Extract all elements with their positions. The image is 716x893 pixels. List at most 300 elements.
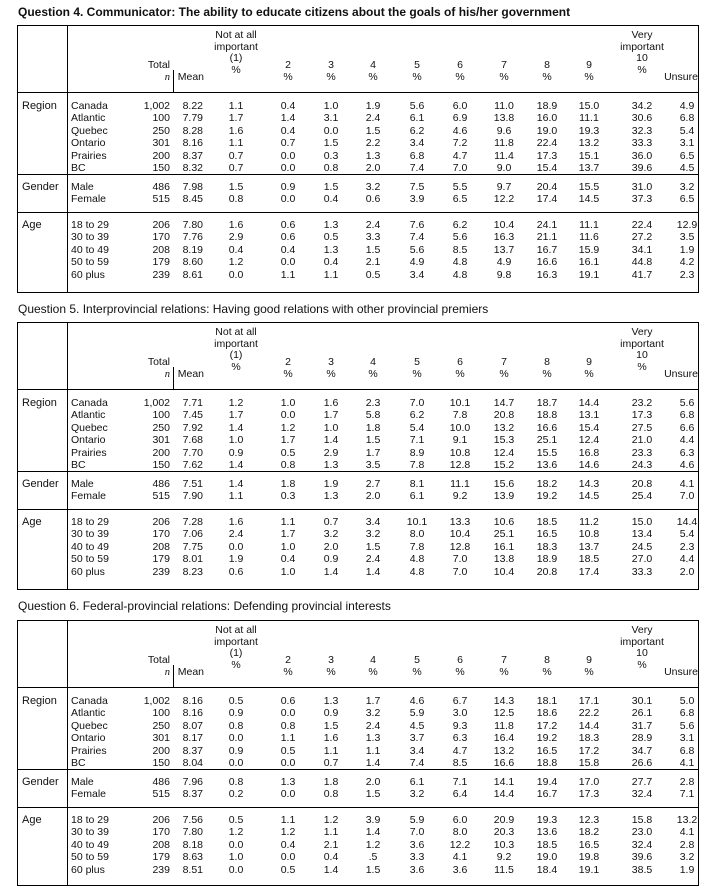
- percent-header: %: [542, 71, 552, 83]
- cell-percent: 18.9: [536, 100, 558, 112]
- cell-percent: 37.3: [631, 193, 653, 206]
- row-label: Atlantic: [71, 409, 106, 422]
- table-row: [18, 244, 698, 256]
- group-divider: [18, 509, 698, 510]
- cell-mean: 8.16: [182, 137, 203, 150]
- cell-percent: 1.3: [365, 149, 381, 162]
- cell-percent: 1.1: [323, 744, 339, 757]
- cell-total: 515: [152, 490, 170, 503]
- cell-percent: 11.5: [494, 863, 514, 876]
- cell-percent: 0.8: [228, 719, 244, 732]
- cell-percent: 1.2: [280, 826, 296, 839]
- cell-percent: 3.5: [679, 231, 695, 244]
- percent-header: %: [499, 666, 509, 678]
- cell-percent: 0.5: [323, 231, 339, 244]
- unsure-header: Unsure: [664, 666, 698, 678]
- cell-percent: 4.6: [679, 459, 695, 471]
- cell-percent: 1.1: [280, 814, 296, 826]
- cell-total: 301: [152, 137, 170, 150]
- cell-percent: 13.2: [676, 814, 698, 826]
- cell-percent: 0.9: [228, 446, 244, 459]
- cell-percent: 4.9: [679, 100, 695, 112]
- scale-high-header-line: 10: [636, 52, 648, 64]
- group-label: Gender: [22, 776, 59, 788]
- cell-percent: 12.8: [449, 540, 471, 553]
- cell-percent: 2.2: [365, 137, 381, 150]
- scale-low-header-line: important: [214, 635, 258, 648]
- cell-percent: 0.0: [228, 268, 244, 281]
- cell-total: 100: [152, 112, 170, 125]
- cell-total: 515: [152, 193, 170, 206]
- cell-percent: 10.1: [449, 397, 471, 409]
- row-label: 50 to 59: [71, 553, 109, 566]
- cell-percent: 20.3: [493, 826, 515, 839]
- question-5-table: [17, 322, 699, 590]
- cell-percent: 1.7: [323, 409, 339, 422]
- cell-percent: 16.7: [536, 788, 558, 801]
- cell-total: 179: [152, 851, 170, 864]
- cell-mean: 7.92: [182, 421, 203, 434]
- cell-percent: 1.7: [280, 434, 296, 447]
- cell-percent: 2.4: [365, 719, 381, 732]
- cell-percent: 18.7: [536, 397, 558, 409]
- percent-header: %: [326, 666, 336, 678]
- cell-percent: 0.8: [280, 459, 296, 471]
- cell-percent: 1.3: [323, 459, 339, 471]
- group-divider: [18, 174, 698, 175]
- scale-low-header-line: (1): [229, 52, 243, 64]
- scale-6-header: 6: [457, 654, 463, 666]
- cell-percent: 1.0: [323, 421, 339, 434]
- cell-mean: 7.51: [182, 478, 203, 490]
- scale-high-header-line: important: [620, 40, 664, 53]
- cell-percent: 12.9: [676, 219, 698, 231]
- table-row: [18, 490, 698, 502]
- cell-percent: 5.6: [679, 397, 695, 409]
- cell-percent: 23.0: [631, 826, 653, 839]
- cell-percent: 1.1: [365, 744, 381, 757]
- cell-percent: 17.2: [536, 719, 558, 732]
- percent-header: %: [412, 666, 422, 678]
- cell-percent: 8.9: [409, 446, 425, 459]
- cell-mean: 7.90: [182, 490, 203, 503]
- cell-total: 486: [152, 478, 170, 490]
- cell-percent: 20.8: [536, 565, 558, 578]
- cell-percent: 6.1: [409, 490, 425, 503]
- cell-total: 239: [152, 863, 170, 876]
- cell-percent: 0.7: [228, 162, 244, 174]
- row-label: Atlantic: [71, 112, 106, 125]
- cell-percent: 6.5: [679, 193, 695, 206]
- row-label: Canada: [71, 695, 108, 707]
- cell-percent: 8.5: [452, 243, 468, 256]
- cell-percent: 4.5: [679, 162, 695, 174]
- table-row: [18, 397, 698, 409]
- cell-total: 200: [152, 446, 170, 459]
- n-header: n: [164, 667, 170, 678]
- row-label: 40 to 49: [71, 243, 109, 256]
- table-row: [18, 231, 698, 243]
- percent-header: %: [368, 71, 378, 83]
- cell-percent: 0.7: [323, 516, 339, 528]
- row-label: Male: [71, 776, 94, 788]
- cell-percent: 2.3: [365, 397, 381, 409]
- cell-percent: 1.2: [228, 397, 244, 409]
- cell-percent: 2.0: [365, 162, 381, 174]
- scale-9-header: 9: [586, 356, 592, 368]
- group-region: [18, 691, 698, 772]
- cell-percent: 2.0: [365, 776, 381, 788]
- scale-3-header: 3: [328, 654, 334, 666]
- cell-percent: 17.2: [578, 744, 600, 757]
- cell-total: 239: [152, 268, 170, 281]
- cell-percent: 12.8: [449, 459, 471, 471]
- cell-percent: 10.6: [493, 516, 515, 528]
- percent-header: %: [584, 368, 594, 380]
- cell-percent: 0.7: [280, 137, 296, 150]
- table-header: [18, 26, 698, 94]
- cell-mean: 7.71: [182, 397, 203, 409]
- cell-percent: 1.1: [323, 268, 339, 281]
- row-label: Atlantic: [71, 707, 106, 720]
- cell-percent: 1.9: [365, 100, 381, 112]
- row-label: Quebec: [71, 124, 108, 137]
- cell-percent: 4.5: [409, 719, 425, 732]
- cell-percent: 1.5: [365, 124, 381, 137]
- row-label: Ontario: [71, 434, 106, 447]
- cell-percent: 36.0: [631, 149, 653, 162]
- cell-percent: 17.1: [578, 695, 600, 707]
- table-row: [18, 776, 698, 788]
- cell-percent: 3.5: [365, 459, 381, 471]
- cell-percent: 15.5: [536, 446, 558, 459]
- cell-percent: 11.1: [579, 112, 599, 125]
- cell-percent: .5: [368, 851, 378, 864]
- cell-percent: 1.7: [365, 446, 381, 459]
- group-age: [18, 215, 698, 294]
- cell-mean: 8.01: [182, 553, 203, 566]
- table-row: [18, 720, 698, 732]
- header-divider: [18, 687, 698, 688]
- cell-percent: 14.4: [493, 788, 515, 801]
- table-row: [18, 125, 698, 137]
- question-6-table: [17, 620, 699, 886]
- cell-mean: 8.16: [182, 695, 203, 707]
- cell-percent: 1.7: [280, 528, 296, 541]
- cell-percent: 7.4: [409, 162, 425, 174]
- cell-percent: 16.1: [578, 256, 600, 269]
- cell-percent: 18.2: [536, 478, 558, 490]
- cell-percent: 4.7: [452, 149, 468, 162]
- scale-5-header: 5: [414, 59, 420, 71]
- group-label: Region: [22, 695, 57, 707]
- n-header: n: [164, 369, 170, 380]
- percent-header: %: [412, 71, 422, 83]
- table-row: [18, 695, 698, 707]
- cell-mean: 8.17: [182, 732, 203, 745]
- cell-percent: 16.5: [536, 744, 558, 757]
- cell-percent: 1.1: [280, 268, 296, 281]
- cell-percent: 7.1: [679, 788, 695, 801]
- cell-percent: 0.3: [323, 149, 339, 162]
- scale-8-header: 8: [544, 59, 550, 71]
- cell-percent: 3.2: [679, 851, 695, 864]
- cell-percent: 32.3: [631, 124, 653, 137]
- group-divider: [18, 769, 698, 770]
- cell-percent: 16.4: [493, 732, 515, 745]
- cell-percent: 33.3: [631, 565, 653, 578]
- table-row: [18, 826, 698, 838]
- scale-low-header-line: Not at all: [215, 326, 257, 338]
- cell-total: 250: [152, 124, 170, 137]
- row-label: Canada: [71, 397, 108, 409]
- scale-high-header-line: Very: [631, 29, 653, 41]
- cell-percent: 9.8: [496, 268, 512, 281]
- cell-mean: 8.16: [182, 707, 203, 720]
- total-header: Total: [147, 59, 170, 71]
- cell-percent: 0.0: [280, 162, 296, 174]
- cell-mean: 8.07: [182, 719, 203, 732]
- cell-percent: 13.8: [493, 553, 515, 566]
- scale-low-header-line: %: [231, 63, 241, 76]
- cell-percent: 7.8: [409, 459, 425, 471]
- cell-percent: 14.6: [578, 459, 600, 471]
- cell-percent: 19.0: [536, 851, 558, 864]
- cell-percent: 11.0: [494, 100, 514, 112]
- table-row: [18, 269, 698, 281]
- scale-4-header: 4: [370, 59, 376, 71]
- cell-percent: 6.2: [409, 124, 425, 137]
- cell-percent: 3.7: [409, 732, 425, 745]
- cell-percent: 0.6: [280, 231, 296, 244]
- cell-percent: 17.3: [631, 409, 653, 422]
- cell-percent: 14.4: [676, 516, 698, 528]
- cell-percent: 13.4: [631, 528, 653, 541]
- cell-percent: 1.0: [280, 565, 296, 578]
- n-header: n: [164, 72, 170, 83]
- cell-percent: 0.4: [280, 100, 296, 112]
- scale-5-header: 5: [414, 654, 420, 666]
- table-row: [18, 150, 698, 162]
- cell-percent: 18.8: [536, 757, 558, 769]
- cell-percent: 22.4: [536, 137, 558, 150]
- cell-mean: 7.28: [182, 516, 203, 528]
- cell-total: 486: [152, 181, 170, 193]
- table-row: [18, 434, 698, 446]
- column-divider: [173, 665, 174, 687]
- cell-percent: 3.2: [679, 181, 695, 193]
- cell-percent: 0.8: [228, 776, 244, 788]
- cell-percent: 10.3: [493, 838, 515, 851]
- cell-percent: 0.0: [228, 838, 244, 851]
- cell-percent: 34.2: [631, 100, 653, 112]
- cell-percent: 1.8: [280, 478, 296, 490]
- question-4-title: Question 4. Communicator: The ability to educate citizens about the goals of his/her government: [18, 5, 571, 19]
- cell-percent: 7.0: [679, 490, 695, 503]
- cell-percent: 4.1: [679, 826, 695, 839]
- cell-percent: 0.6: [280, 695, 296, 707]
- cell-total: 1,002: [143, 695, 170, 707]
- cell-total: 250: [152, 719, 170, 732]
- scale-3-header: 3: [328, 356, 334, 368]
- table-row: [18, 528, 698, 540]
- column-divider: [173, 367, 174, 389]
- cell-percent: 1.4: [228, 478, 244, 490]
- cell-percent: 20.9: [493, 814, 515, 826]
- scale-8-header: 8: [544, 654, 550, 666]
- mean-header: Mean: [177, 666, 204, 678]
- cell-percent: 15.2: [493, 459, 515, 471]
- cell-percent: 0.9: [228, 744, 244, 757]
- cell-percent: 10.4: [493, 219, 515, 231]
- cell-percent: 10.8: [449, 446, 471, 459]
- cell-percent: 14.4: [578, 397, 600, 409]
- cell-percent: 25.1: [493, 528, 515, 541]
- cell-percent: 9.3: [452, 719, 468, 732]
- cell-percent: 1.1: [228, 137, 244, 150]
- cell-percent: 2.7: [365, 478, 381, 490]
- cell-percent: 4.4: [679, 553, 695, 566]
- cell-total: 301: [152, 434, 170, 447]
- cell-percent: 39.6: [631, 162, 653, 174]
- cell-percent: 18.5: [578, 553, 600, 566]
- cell-total: 170: [152, 826, 170, 839]
- cell-percent: 2.3: [679, 268, 695, 281]
- cell-percent: 19.1: [578, 268, 600, 281]
- cell-percent: 23.3: [631, 446, 653, 459]
- cell-percent: 0.5: [280, 446, 296, 459]
- cell-percent: 7.8: [452, 409, 468, 422]
- cell-percent: 4.9: [409, 256, 425, 269]
- cell-percent: 7.5: [409, 181, 425, 193]
- scale-5-header: 5: [414, 356, 420, 368]
- row-label: Quebec: [71, 421, 108, 434]
- cell-percent: 1.1: [228, 100, 244, 112]
- cell-percent: 1.3: [323, 695, 339, 707]
- cell-mean: 8.37: [182, 744, 203, 757]
- scale-7-header: 7: [501, 356, 507, 368]
- scale-high-header-line: Very: [631, 624, 653, 636]
- cell-percent: 7.4: [409, 757, 425, 769]
- cell-percent: 1.5: [365, 540, 381, 553]
- percent-header: %: [455, 666, 465, 678]
- cell-total: 179: [152, 256, 170, 269]
- cell-percent: 0.0: [323, 124, 339, 137]
- table-row: [18, 162, 698, 174]
- group-label: Region: [22, 100, 57, 112]
- cell-total: 1,002: [143, 397, 170, 409]
- row-label: 18 to 29: [71, 516, 109, 528]
- cell-percent: 7.0: [452, 565, 468, 578]
- cell-percent: 9.7: [496, 181, 512, 193]
- percent-header: %: [455, 71, 465, 83]
- cell-percent: 8.0: [409, 528, 425, 541]
- cell-percent: 2.4: [365, 553, 381, 566]
- cell-percent: 6.0: [452, 814, 468, 826]
- cell-percent: 19.3: [578, 124, 600, 137]
- row-label: 30 to 39: [71, 528, 109, 541]
- table-header: [18, 323, 698, 391]
- cell-percent: 0.0: [280, 256, 296, 269]
- cell-total: 150: [152, 162, 170, 174]
- table-row: [18, 100, 698, 112]
- row-label: 60 plus: [71, 863, 105, 876]
- cell-percent: 1.7: [228, 409, 244, 422]
- row-label: BC: [71, 459, 86, 471]
- cell-percent: 2.4: [228, 528, 244, 541]
- cell-percent: 18.6: [536, 707, 558, 720]
- cell-percent: 6.3: [679, 446, 695, 459]
- scale-low-header-line: Not at all: [215, 29, 257, 41]
- cell-mean: 8.63: [182, 851, 203, 864]
- table-header: [18, 621, 698, 689]
- cell-percent: 0.6: [365, 193, 381, 206]
- cell-percent: 4.8: [409, 565, 425, 578]
- cell-percent: 4.1: [679, 757, 695, 769]
- cell-percent: 5.8: [365, 409, 381, 422]
- cell-percent: 1.4: [323, 434, 339, 447]
- cell-percent: 16.5: [578, 838, 600, 851]
- cell-percent: 38.5: [631, 863, 653, 876]
- cell-mean: 7.76: [182, 231, 203, 244]
- table-row: [18, 541, 698, 553]
- scale-3-header: 3: [328, 59, 334, 71]
- table-row: [18, 566, 698, 578]
- cell-percent: 1.0: [228, 434, 244, 447]
- cell-total: 200: [152, 149, 170, 162]
- question-6-title: Question 6. Federal-provincial relations: Defending provincial interests: [18, 599, 391, 613]
- cell-percent: 0.4: [323, 193, 339, 206]
- cell-total: 208: [152, 540, 170, 553]
- cell-percent: 6.1: [409, 776, 425, 788]
- cell-percent: 25.4: [631, 490, 653, 503]
- cell-percent: 3.1: [323, 112, 339, 125]
- cell-percent: 4.8: [452, 256, 468, 269]
- cell-percent: 24.3: [631, 459, 653, 471]
- cell-percent: 13.7: [578, 162, 600, 174]
- cell-percent: 0.0: [228, 540, 244, 553]
- cell-mean: 7.79: [182, 112, 203, 125]
- cell-percent: 5.0: [679, 695, 695, 707]
- scale-6-header: 6: [457, 59, 463, 71]
- table-row: [18, 409, 698, 421]
- cell-percent: 12.2: [449, 838, 471, 851]
- cell-total: 301: [152, 732, 170, 745]
- scale-high-header-line: important: [620, 337, 664, 350]
- scale-low-header-line: (1): [229, 647, 243, 659]
- cell-percent: 9.2: [452, 490, 468, 503]
- percent-header: %: [326, 71, 336, 83]
- cell-percent: 28.9: [631, 732, 653, 745]
- cell-percent: 22.2: [578, 707, 600, 720]
- scale-7-header: 7: [501, 654, 507, 666]
- cell-percent: 1.4: [365, 826, 381, 839]
- cell-percent: 0.0: [280, 788, 296, 801]
- group-label: Gender: [22, 478, 59, 490]
- cell-percent: 5.6: [679, 719, 695, 732]
- cell-percent: 3.2: [365, 528, 381, 541]
- cell-percent: 0.2: [228, 788, 244, 801]
- cell-percent: 12.4: [578, 434, 600, 447]
- cell-percent: 27.5: [631, 421, 653, 434]
- cell-percent: 16.8: [578, 446, 600, 459]
- cell-percent: 18.1: [536, 695, 558, 707]
- cell-percent: 32.4: [631, 838, 653, 851]
- header-divider: [18, 389, 698, 390]
- scale-low-header-line: (1): [229, 349, 243, 361]
- cell-percent: 7.0: [409, 397, 425, 409]
- cell-mean: 8.51: [182, 863, 203, 876]
